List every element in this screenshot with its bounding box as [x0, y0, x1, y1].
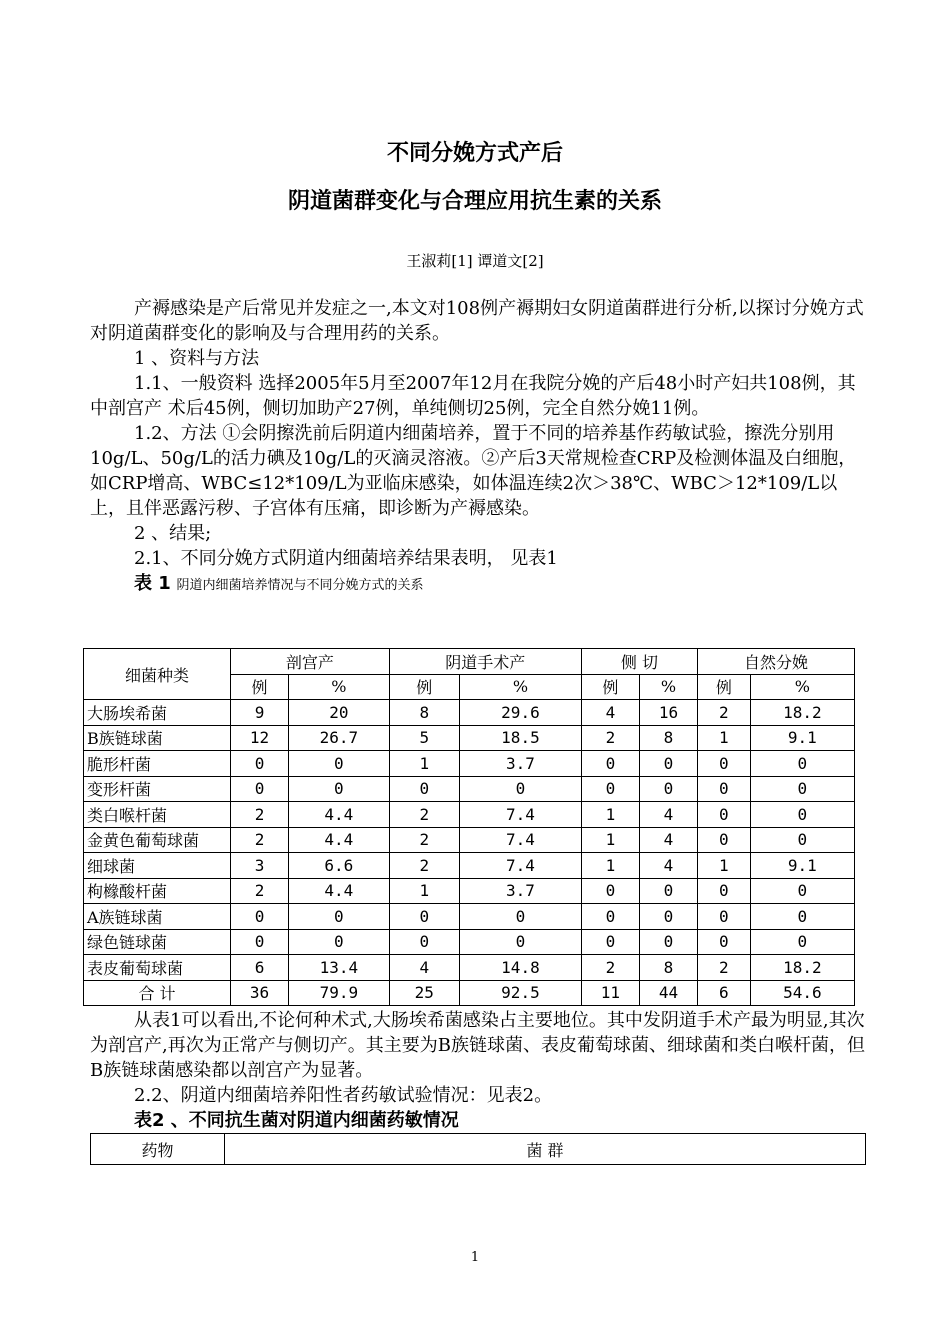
- header-group: 剖宫产: [231, 649, 390, 675]
- table-row: [84, 878, 855, 904]
- page-number: 1: [470, 1250, 480, 1265]
- cell-percent: 0: [459, 904, 581, 930]
- cell-count: 2: [581, 955, 639, 981]
- paragraph-results-2-2: 2.2、阴道内细菌培养阳性者药敏试验情况：见表2。: [134, 1085, 553, 1106]
- cell-percent: 0: [639, 929, 697, 955]
- row-bacteria-name: A族链球菌: [84, 904, 231, 930]
- cell-percent: 0: [289, 904, 390, 930]
- cell-percent: 4.4: [289, 878, 390, 904]
- cell-count: 0: [581, 776, 639, 802]
- row-bacteria-name: B族链球菌: [84, 725, 231, 751]
- cell-count: 0: [697, 929, 750, 955]
- cell-count: 1: [581, 802, 639, 828]
- cell-percent: 0: [639, 751, 697, 777]
- cell-count: 2: [389, 853, 459, 879]
- cell-percent: 16: [639, 700, 697, 726]
- cell-count: 2: [231, 827, 289, 853]
- table-row: [84, 827, 855, 853]
- cell-percent: 20: [289, 700, 390, 726]
- cell-percent: 14.8: [459, 955, 581, 981]
- cell-percent: 29.6: [459, 700, 581, 726]
- cell-count: 0: [581, 878, 639, 904]
- cell-percent: 0: [750, 751, 854, 777]
- subheader-percent: %: [459, 674, 581, 700]
- cell-percent: 18.2: [750, 700, 854, 726]
- row-bacteria-name: 绿色链球菌: [84, 929, 231, 955]
- cell-percent: 0: [289, 751, 390, 777]
- cell-count: 0: [581, 751, 639, 777]
- cell-count: 36: [231, 980, 289, 1006]
- subheader-count: 例: [697, 674, 750, 700]
- paragraph-intro: 产褥感染是产后常见并发症之一,本文对108例产褥期妇女阴道菌群进行分析,以探讨分娩方式对阴道菌群变化的影响及与合理用药的关系。: [90, 298, 864, 344]
- table1-caption: 表 1 阴道内细菌培养情况与不同分娩方式的关系: [134, 573, 424, 594]
- header-group: 自然分娩: [697, 649, 854, 675]
- table2-header-row: [91, 1134, 866, 1165]
- cell-count: 0: [697, 904, 750, 930]
- cell-percent: 4.4: [289, 802, 390, 828]
- cell-count: 25: [389, 980, 459, 1006]
- table-row: [84, 725, 855, 751]
- cell-percent: 79.9: [289, 980, 390, 1006]
- subheader-count: 例: [581, 674, 639, 700]
- cell-count: 0: [389, 929, 459, 955]
- paragraph-method: 1.2、方法 ①会阴擦洗前后阴道内细菌培养，置于不同的培养基作药敏试验，擦洗分别用10g/L、50g/L的活力碘及10g/L的灭滴灵溶液。②产后3天常规检查CRP及检测体温及白细胞，如CRP增高、WBC≤12*109/L为亚临床感染，如体温连续2次＞38℃、WBC＞12*109/L以上，且伴恶露污秽、子宫体有压痛，即诊断为产褥感染。: [90, 423, 857, 519]
- cell-count: 4: [581, 700, 639, 726]
- cell-count: 1: [581, 853, 639, 879]
- cell-percent: 7.4: [459, 827, 581, 853]
- table-row: [84, 853, 855, 879]
- header-bacteria: 细菌种类: [84, 649, 231, 700]
- cell-count: 2: [389, 802, 459, 828]
- row-bacteria-name: 细球菌: [84, 853, 231, 879]
- cell-count: 0: [231, 751, 289, 777]
- title-line-1: 不同分娩方式产后: [386, 141, 563, 166]
- cell-count: 12: [231, 725, 289, 751]
- row-bacteria-name: 类白喉杆菌: [84, 802, 231, 828]
- row-bacteria-name: 大肠埃希菌: [84, 700, 231, 726]
- cell-percent: 26.7: [289, 725, 390, 751]
- cell-percent: 0: [459, 776, 581, 802]
- cell-count: 0: [231, 904, 289, 930]
- header-flora: 菌 群: [225, 1134, 866, 1165]
- cell-percent: 8: [639, 955, 697, 981]
- cell-count: 1: [389, 751, 459, 777]
- cell-count: 0: [231, 776, 289, 802]
- body-section-1: [90, 296, 865, 598]
- cell-percent: 0: [639, 904, 697, 930]
- cell-percent: 0: [750, 904, 854, 930]
- cell-count: 2: [389, 827, 459, 853]
- header-group: 阴道手术产: [389, 649, 581, 675]
- table-row: [84, 700, 855, 726]
- cell-percent: 8: [639, 725, 697, 751]
- cell-percent: 13.4: [289, 955, 390, 981]
- cell-percent: 0: [639, 776, 697, 802]
- subheader-percent: %: [639, 674, 697, 700]
- cell-percent: 3.7: [459, 751, 581, 777]
- row-bacteria-name: 枸橼酸杆菌: [84, 878, 231, 904]
- cell-percent: 44: [639, 980, 697, 1006]
- cell-percent: 7.4: [459, 802, 581, 828]
- cell-count: 0: [697, 827, 750, 853]
- authors: 王淑莉[1] 谭道文[2]: [406, 252, 544, 270]
- cell-count: 1: [581, 827, 639, 853]
- table-header-row: [84, 649, 855, 675]
- cell-count: 0: [581, 929, 639, 955]
- cell-percent: 3.7: [459, 878, 581, 904]
- cell-count: 2: [231, 878, 289, 904]
- table-row: [84, 751, 855, 777]
- table-row: [84, 904, 855, 930]
- paragraph-table1-analysis: 从表1可以看出,不论何种术式,大肠埃希菌感染占主要地位。其中发阴道手术产最为明显,其次为剖宫产,再次为正常产与侧切产。其主要为B族链球菌、表皮葡萄球菌、细球菌和类白喉杆菌，但B族链球菌感染都以剖宫产为显著。: [90, 1010, 865, 1081]
- subheader-count: 例: [389, 674, 459, 700]
- row-bacteria-name: 金黄色葡萄球菌: [84, 827, 231, 853]
- subheader-percent: %: [289, 674, 390, 700]
- row-bacteria-name: 变形杆菌: [84, 776, 231, 802]
- cell-percent: 9.1: [750, 725, 854, 751]
- cell-count: 0: [581, 904, 639, 930]
- row-bacteria-name: 脆形杆菌: [84, 751, 231, 777]
- cell-percent: 0: [750, 802, 854, 828]
- cell-percent: 18.5: [459, 725, 581, 751]
- row-bacteria-name: 表皮葡萄球菌: [84, 955, 231, 981]
- heading-methods: 1 、资料与方法: [134, 348, 260, 369]
- cell-count: 1: [389, 878, 459, 904]
- cell-count: 9: [231, 700, 289, 726]
- cell-percent: 0: [639, 878, 697, 904]
- cell-percent: 4: [639, 853, 697, 879]
- cell-percent: 4: [639, 802, 697, 828]
- table-row: [84, 802, 855, 828]
- cell-count: 2: [231, 802, 289, 828]
- table-2: [90, 1133, 866, 1165]
- cell-percent: 18.2: [750, 955, 854, 981]
- table-row: [84, 955, 855, 981]
- table-1: [83, 648, 855, 1006]
- table-row: [84, 776, 855, 802]
- cell-count: 0: [389, 904, 459, 930]
- row-bacteria-name: 合 计: [84, 980, 231, 1006]
- cell-percent: 0: [750, 827, 854, 853]
- cell-count: 2: [697, 700, 750, 726]
- table2-caption: 表2 、不同抗生菌对阴道内细菌药敏情况: [134, 1110, 459, 1131]
- cell-count: 2: [581, 725, 639, 751]
- cell-count: 1: [697, 853, 750, 879]
- cell-percent: 54.6: [750, 980, 854, 1006]
- cell-percent: 7.4: [459, 853, 581, 879]
- subheader-count: 例: [231, 674, 289, 700]
- cell-count: 6: [231, 955, 289, 981]
- cell-count: 3: [231, 853, 289, 879]
- cell-count: 6: [697, 980, 750, 1006]
- heading-results: 2 、结果;: [134, 523, 212, 544]
- cell-count: 0: [389, 776, 459, 802]
- title-line-2: 阴道菌群变化与合理应用抗生素的关系: [287, 189, 662, 214]
- cell-percent: 0: [750, 929, 854, 955]
- cell-percent: 0: [289, 929, 390, 955]
- table-row: [84, 980, 855, 1006]
- cell-percent: 6.6: [289, 853, 390, 879]
- paragraph-general-data: 1.1、一般资料 选择2005年5月至2007年12月在我院分娩的产后48小时产妇共108例，其中剖宫产 术后45例，侧切加助产27例，单纯侧切25例，完全自然分娩11例。: [90, 373, 856, 419]
- subheader-percent: %: [750, 674, 854, 700]
- cell-count: 0: [697, 878, 750, 904]
- header-drug: 药物: [91, 1134, 225, 1165]
- body-section-2: [90, 1008, 865, 1133]
- cell-percent: 0: [459, 929, 581, 955]
- cell-count: 0: [697, 802, 750, 828]
- table-row: [84, 929, 855, 955]
- cell-count: 0: [697, 776, 750, 802]
- cell-percent: 92.5: [459, 980, 581, 1006]
- cell-percent: 0: [750, 776, 854, 802]
- cell-percent: 4: [639, 827, 697, 853]
- cell-percent: 0: [750, 878, 854, 904]
- paragraph-results-2-1: 2.1、不同分娩方式阴道内细菌培养结果表明， 见表1: [134, 548, 558, 569]
- cell-count: 4: [389, 955, 459, 981]
- cell-percent: 9.1: [750, 853, 854, 879]
- cell-count: 0: [697, 751, 750, 777]
- cell-percent: 0: [289, 776, 390, 802]
- header-group: 侧 切: [581, 649, 697, 675]
- cell-count: 1: [697, 725, 750, 751]
- cell-count: 0: [231, 929, 289, 955]
- cell-count: 8: [389, 700, 459, 726]
- cell-count: 2: [697, 955, 750, 981]
- cell-percent: 4.4: [289, 827, 390, 853]
- cell-count: 5: [389, 725, 459, 751]
- cell-count: 11: [581, 980, 639, 1006]
